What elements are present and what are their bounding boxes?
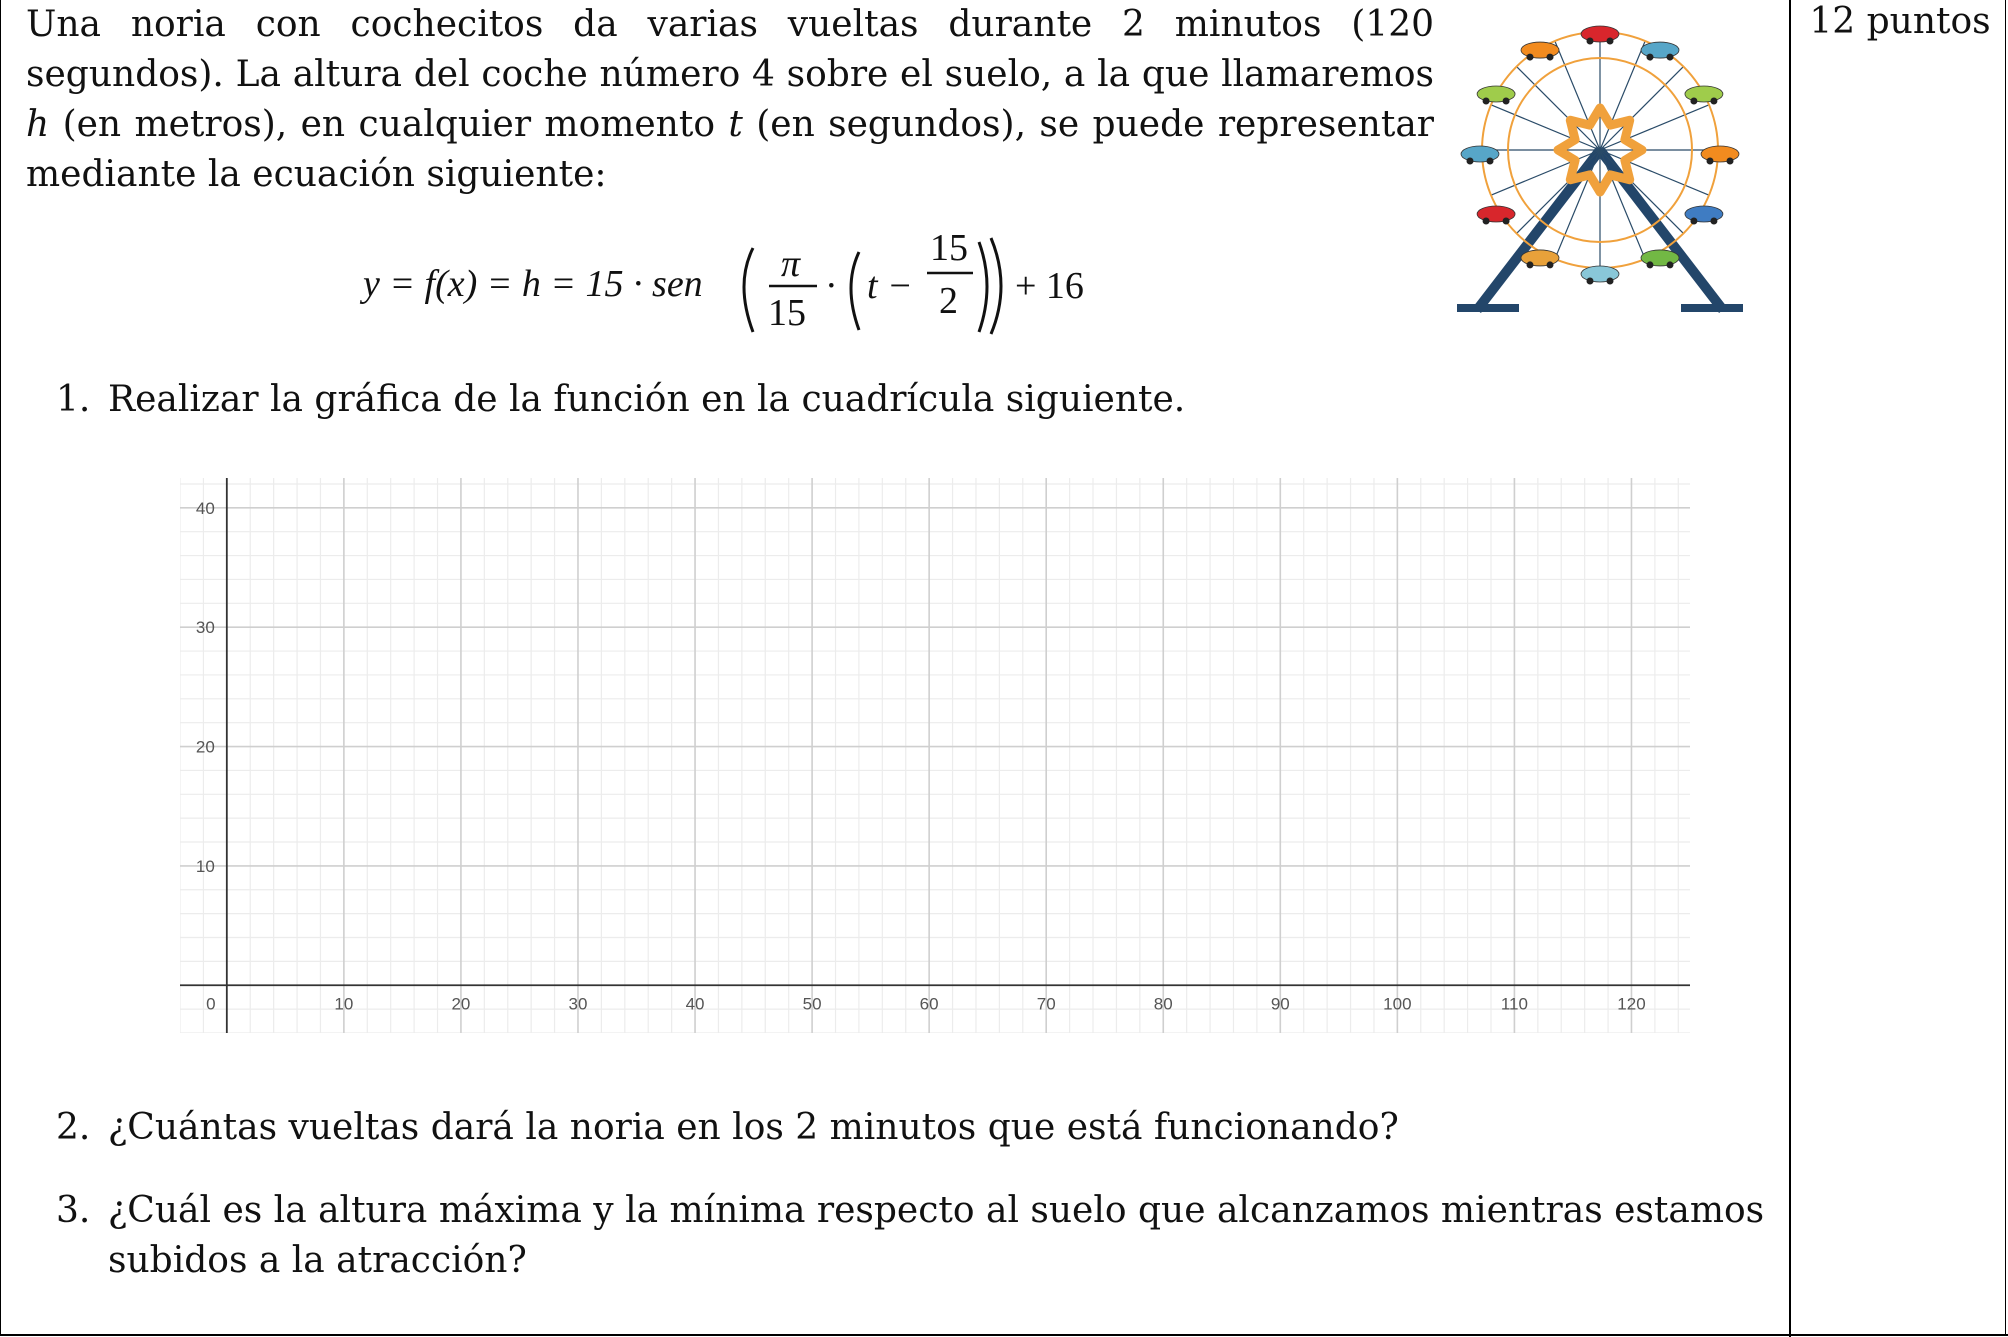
car-icon bbox=[1581, 26, 1619, 42]
car-wheel bbox=[1547, 261, 1554, 268]
formula bbox=[355, 228, 1115, 338]
wheel-spoke bbox=[1600, 67, 1683, 150]
car-icon bbox=[1581, 266, 1619, 282]
car-wheel bbox=[1647, 54, 1654, 61]
problem-statement: Una noria con cochecitos da varias vueltas durante 2 minutos (120 segundos). La altura del coche número 4 sobre el suelo, a la que llamaremos h (en metros), en cualquier momento t (en segundos), se puede representar mediante la ecuación siguiente: bbox=[26, 4, 1434, 195]
wheel-base-left bbox=[1457, 304, 1519, 312]
y-tick-label: 30 bbox=[195, 618, 215, 638]
car-icon bbox=[1521, 42, 1559, 58]
x-tick-label: 90 bbox=[1270, 994, 1290, 1014]
ferris-wheel-illustration bbox=[1455, 22, 1745, 317]
x-tick-label: 10 bbox=[334, 994, 354, 1014]
x-tick-label: 80 bbox=[1153, 994, 1173, 1014]
question-2: 2. ¿Cuántas vueltas dará la noria en los 2 minutos que está funcionando? bbox=[56, 1107, 1399, 1148]
formula-t-minus: t − bbox=[867, 265, 913, 307]
car-icon bbox=[1685, 206, 1723, 222]
x-tick-label: 30 bbox=[568, 994, 588, 1014]
formula-dot: · bbox=[825, 265, 838, 307]
car-wheel bbox=[1667, 54, 1674, 61]
formula-num15: 15 bbox=[930, 228, 968, 269]
x-tick-label: 20 bbox=[451, 994, 471, 1014]
car-icon bbox=[1641, 250, 1679, 266]
formula-den15: 15 bbox=[768, 292, 806, 334]
x-tick-label: 70 bbox=[1036, 994, 1056, 1014]
car-wheel bbox=[1587, 38, 1594, 45]
bottom-rule bbox=[0, 1334, 2008, 1336]
car-icon bbox=[1701, 146, 1739, 162]
car-wheel bbox=[1710, 98, 1717, 105]
y-tick-label: 10 bbox=[195, 856, 215, 876]
car-wheel bbox=[1707, 158, 1714, 165]
x-tick-label: 120 bbox=[1617, 994, 1646, 1014]
car-wheel bbox=[1710, 218, 1717, 225]
car-wheel bbox=[1527, 261, 1534, 268]
car-wheel bbox=[1607, 278, 1614, 285]
car-wheel bbox=[1690, 98, 1697, 105]
formula-plus16: + 16 bbox=[1015, 265, 1084, 307]
car-wheel bbox=[1647, 261, 1654, 268]
car-icon bbox=[1461, 146, 1499, 162]
x-tick-label: 60 bbox=[919, 994, 939, 1014]
x-tick-label: 110 bbox=[1500, 994, 1528, 1014]
question-1: 1. Realizar la gráfica de la función en la cuadrícula siguiente. bbox=[56, 379, 1186, 420]
question-3: 3. ¿Cuál es la altura máxima y la mínima respecto al suelo que alcanzamos mientras estamos subidos a la atracción? bbox=[56, 1190, 1765, 1281]
column-divider bbox=[1789, 0, 1791, 1337]
x-tick-label: 0 bbox=[206, 994, 216, 1014]
car-wheel bbox=[1607, 38, 1614, 45]
formula-lhs: y = f(x) = h = 15 · sen bbox=[363, 263, 703, 305]
var-h: h bbox=[26, 104, 50, 145]
var-t: t bbox=[728, 104, 743, 145]
points-label: 12 puntos bbox=[1809, 1, 1991, 42]
formula-den2: 2 bbox=[939, 280, 958, 322]
car-icon bbox=[1641, 42, 1679, 58]
car-wheel bbox=[1667, 261, 1674, 268]
graph-grid bbox=[180, 478, 1690, 1033]
wheel-base-right bbox=[1681, 304, 1743, 312]
formula-pi: π bbox=[781, 243, 801, 285]
wheel-spoke bbox=[1517, 67, 1600, 150]
x-tick-label: 100 bbox=[1383, 994, 1412, 1014]
y-tick-label: 20 bbox=[195, 737, 215, 757]
car-wheel bbox=[1727, 158, 1734, 165]
wheel-spoke bbox=[1600, 150, 1683, 233]
car-wheel bbox=[1483, 218, 1490, 225]
car-wheel bbox=[1503, 218, 1510, 225]
wheel-spoke bbox=[1517, 150, 1600, 233]
x-tick-label: 50 bbox=[802, 994, 822, 1014]
car-wheel bbox=[1690, 218, 1697, 225]
x-tick-label: 40 bbox=[685, 994, 705, 1014]
y-tick-label: 40 bbox=[195, 498, 215, 518]
car-wheel bbox=[1503, 98, 1510, 105]
car-wheel bbox=[1527, 54, 1534, 61]
car-icon bbox=[1685, 86, 1723, 102]
car-wheel bbox=[1487, 158, 1494, 165]
car-icon bbox=[1477, 206, 1515, 222]
car-wheel bbox=[1467, 158, 1474, 165]
car-icon bbox=[1521, 250, 1559, 266]
car-icon bbox=[1477, 86, 1515, 102]
car-wheel bbox=[1587, 278, 1594, 285]
car-wheel bbox=[1483, 98, 1490, 105]
car-wheel bbox=[1547, 54, 1554, 61]
